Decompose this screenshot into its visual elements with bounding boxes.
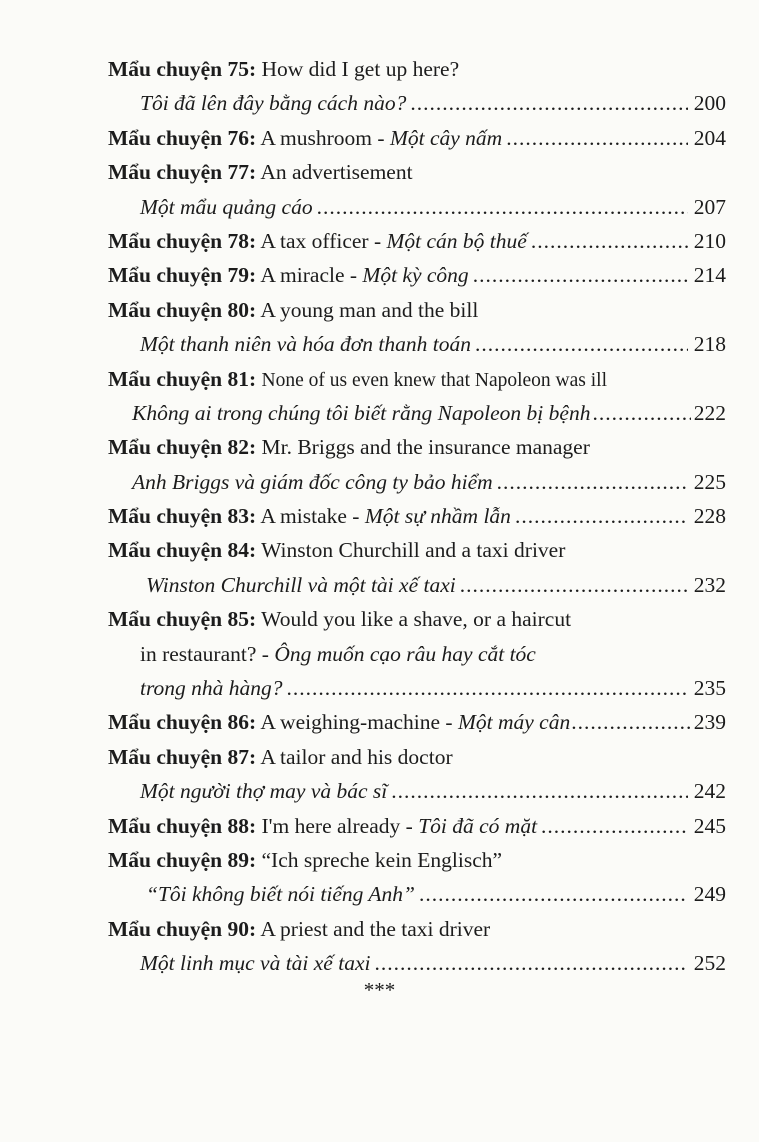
page-number: 239	[693, 710, 726, 735]
entry-vietnamese-title: Anh Briggs và giám đốc công ty bảo hiểm	[132, 469, 493, 494]
toc-entry-79	[108, 258, 726, 292]
toc-entry-85-translation-cont	[108, 671, 726, 705]
entry-label: Mẩu chuyện 75:	[108, 57, 257, 81]
toc-entry-78	[108, 224, 726, 258]
page-number: 225	[693, 469, 726, 494]
entry-vietnamese-title: Không ai trong chúng tôi biết rằng Napoleon bị bệnh	[132, 400, 591, 425]
entry-english-title: “Ich spreche kein Englisch”	[261, 847, 503, 872]
entry-english-title: Mr. Briggs and the insurance manager	[261, 435, 590, 460]
toc-entry-89-translation	[108, 877, 726, 911]
entry-vietnamese-title: Một cán bộ thuế	[386, 228, 527, 253]
page-number: 210	[693, 228, 726, 253]
toc-entry-83	[108, 499, 726, 533]
entry-label: Mẩu chuyện 82:	[108, 435, 257, 460]
entry-label: Mẩu chuyện 90:	[108, 916, 257, 941]
entry-vietnamese-title: Tôi đã có mặt	[418, 813, 538, 838]
toc-entry-87-translation	[108, 774, 726, 808]
entry-english-title: Winston Churchill and a taxi driver	[261, 538, 566, 563]
entry-label: Mẩu chuyện 79:	[108, 263, 257, 288]
entry-vietnamese-title: Tôi đã lên đây bằng cách nào?	[140, 91, 407, 116]
dot-leader	[391, 774, 688, 808]
toc-entry-90-title	[108, 912, 726, 946]
entry-label: Mẩu chuyện 83:	[108, 504, 257, 529]
entry-english-title: How did I get up here?	[261, 57, 460, 81]
entry-vietnamese-title: “Tôi không biết nói tiếng Anh”	[146, 882, 415, 907]
dot-leader	[419, 877, 688, 911]
dot-leader	[410, 86, 687, 120]
entry-label: Mẩu chuyện 80:	[108, 297, 257, 322]
dot-leader	[497, 465, 688, 499]
page-number: 228	[693, 504, 726, 529]
toc-entry-88	[108, 809, 726, 843]
entry-label: Mẩu chuyện 78:	[108, 228, 257, 253]
dot-leader	[531, 224, 688, 258]
entry-english-title: A tailor and his doctor	[260, 744, 453, 769]
dot-leader	[592, 396, 690, 430]
dot-leader	[473, 258, 688, 292]
entry-vietnamese-title: Một người thợ may và bác sĩ	[140, 779, 388, 804]
dot-leader	[460, 568, 688, 602]
toc-entry-81-title	[108, 362, 726, 396]
toc-entry-75-title	[108, 52, 726, 86]
entry-vietnamese-title: Một mẩu quảng cáo	[140, 194, 313, 219]
entry-vietnamese-title: Một thanh niên và hóa đơn thanh toán	[140, 332, 471, 357]
entry-english-title: A tax officer -	[260, 228, 387, 253]
section-separator: ***	[363, 978, 396, 1002]
toc-entry-82-title	[108, 430, 726, 464]
entry-label: Mẩu chuyện 76:	[108, 125, 257, 150]
toc-entry-75-translation	[108, 86, 726, 120]
dot-leader	[475, 327, 688, 361]
page-number: 200	[693, 91, 726, 116]
dot-leader	[515, 499, 688, 533]
toc-entry-89-title	[108, 843, 726, 877]
entry-vietnamese-title: Ông muốn cạo râu hay cắt tóc	[274, 641, 536, 666]
entry-vietnamese-title: Một linh mục và tài xế taxi	[140, 951, 371, 976]
entry-vietnamese-title: Một máy cân	[457, 710, 571, 735]
entry-vietnamese-title: Winston Churchill và một tài xế taxi	[146, 572, 456, 597]
toc-entry-77-title	[108, 155, 726, 189]
entry-label: Mẩu chuyện 89:	[108, 847, 257, 872]
entry-label: Mẩu chuyện 81:	[108, 366, 257, 391]
toc-entry-80-translation	[108, 327, 726, 361]
entry-english-title: A weighing-machine -	[260, 710, 458, 735]
toc-entry-77-translation	[108, 190, 726, 224]
page-number: 252	[693, 951, 726, 976]
toc-entry-85-title-cont	[108, 637, 726, 671]
page-number: 232	[693, 572, 726, 597]
entry-label: Mẩu chuyện 77:	[108, 160, 257, 185]
toc-entry-81-translation	[108, 396, 726, 430]
toc-entry-90-translation	[108, 946, 726, 980]
dot-leader	[374, 946, 687, 980]
toc-entry-86	[108, 705, 726, 739]
toc-entry-82-translation	[108, 465, 726, 499]
toc-entry-76	[108, 121, 726, 155]
dot-leader	[506, 121, 688, 155]
page-number: 218	[693, 332, 726, 357]
entry-english-title: A mistake -	[260, 504, 365, 529]
toc-entry-87-title	[108, 740, 726, 774]
entry-vietnamese-title-cont: trong nhà hàng?	[140, 676, 283, 701]
page-number: 222	[693, 400, 726, 425]
entry-label: Mẩu chuyện 87:	[108, 744, 257, 769]
dot-leader	[317, 190, 688, 224]
dot-leader	[571, 705, 690, 739]
table-of-contents	[108, 52, 726, 981]
dot-leader	[541, 809, 688, 843]
entry-english-title: A miracle -	[260, 263, 363, 288]
toc-entry-84-translation	[108, 568, 726, 602]
entry-english-title: An advertisement	[260, 160, 413, 185]
dot-leader	[287, 671, 688, 705]
entry-english-title: I'm here already -	[261, 813, 419, 838]
entry-vietnamese-title: Một sự nhầm lẫn	[364, 504, 511, 529]
page-number: 249	[693, 882, 726, 907]
page-number: 204	[693, 125, 726, 150]
page-number: 214	[693, 263, 726, 288]
entry-english-title: A priest and the taxi driver	[260, 916, 491, 941]
entry-label: Mẩu chuyện 85:	[108, 607, 257, 632]
entry-vietnamese-title: Một kỳ công	[362, 263, 469, 288]
toc-entry-84-title	[108, 533, 726, 567]
page-number: 235	[693, 676, 726, 701]
entry-label: Mẩu chuyện 86:	[108, 710, 257, 735]
entry-english-title: A young man and the bill	[260, 297, 479, 322]
entry-english-title: Would you like a shave, or a haircut	[261, 607, 572, 632]
toc-entry-85-title	[108, 602, 726, 636]
page-number: 242	[693, 779, 726, 804]
entry-vietnamese-title: Một cây nấm	[389, 125, 503, 150]
entry-label: Mẩu chuyện 88:	[108, 813, 257, 838]
entry-english-title: None of us even knew that Napoleon was ill	[261, 369, 607, 391]
page-number: 207	[693, 194, 726, 219]
entry-english-title: A mushroom -	[260, 125, 390, 150]
page-number: 245	[693, 813, 726, 838]
toc-entry-80-title	[108, 293, 726, 327]
entry-english-title-cont: in restaurant? -	[140, 641, 275, 666]
entry-label: Mẩu chuyện 84:	[108, 538, 257, 563]
